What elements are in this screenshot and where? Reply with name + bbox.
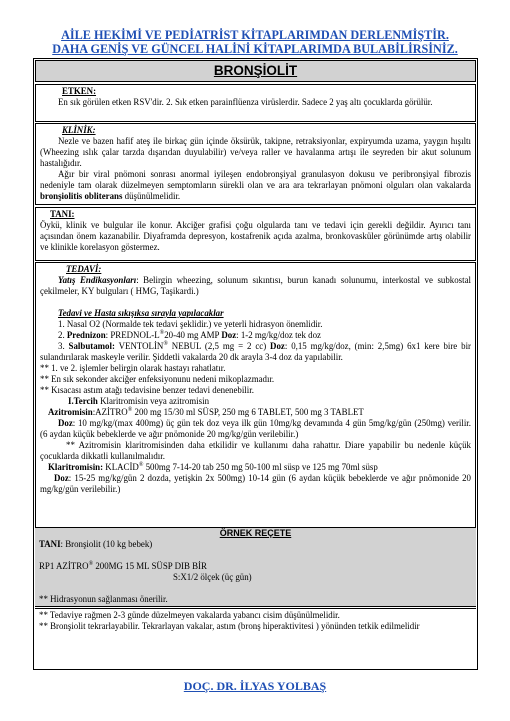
recete-note: ** Hidrasyonun sağlanması önerilir. [39,594,168,604]
tedavi-item-1: 1. Nasal O2 (Normalde tek tedavi şeklidir.) ve yeterli hidrasyon önemlidir. [58,319,323,329]
banner-line-1: AİLE HEKİMİ VE PEDİATRİST KİTAPLARIMDAN DERLENMİŞTİR. [61,28,449,42]
yatis-text: : Belirgin wheezing, solunum sıkıntısı, burun kanadı solunumu, interkostal ve subkostal çekilmeler, KY bulguları ( HMG, Taşikardi.) [40,275,471,296]
section-klinik [35,123,476,205]
klinik-p2-bold: bronşiolitis obliterans [40,191,123,201]
tedavi-item-2: 2. Prednizon: PREDNOL-L®20-40 mg AMP Doz: 1-2 mg/kg/doz tek doz [58,330,321,340]
yatis-endikasyonlari [40,275,471,297]
author-name: DOÇ. DR. İLYAS YOLBAŞ [183,679,327,693]
recete-box [35,539,476,607]
banner-line-2: DAHA GENİŞ VE GÜNCEL HALİNİ KİTAPLARIMDA BULABİLİRSİNİZ. [52,42,458,56]
klinik-paragraph-2 [40,169,471,202]
etken-heading: ETKEN: [62,86,97,96]
footer-notes [35,608,476,648]
recete-title: ÖRNEK REÇETE [35,527,476,539]
page-title: BRONŞİOLİT [35,60,476,82]
klinik-p2-text: Ağır bir viral pnömoni sonrası anormal iyileşen endobronşiyal granulasyon dokusu ve peribronşiyal fibrozis nedeniyle tam olarak düzelmeyen semptomların sürekli olan ve ara ara tekrarlayan pnömoni olguları olan vakalarda [40,169,471,190]
note-2: ** En sık sekonder akciğer enfeksiyonunu nedeni mikoplazmadır. [40,374,275,384]
klaritromisin-line: Klaritromisin: KLACİD® 500mg 7-14-20 tab 250 mg 50-100 ml süsp ve 125 mg 70ml süsp [48,462,378,472]
footer-line-1: ** Tedaviye rağmen 2-3 günde düzelmeyen vakalarda yabancı cisim düşünülmelidir. [39,610,340,620]
azitromisin-line: Azitromisin:AZİTRO® 200 mg 15/30 ml SÜSP, 250 mg 6 TABLET, 500 mg 3 TABLET [48,407,364,417]
note-4: ** Azitromisin klaritromisinden daha etkilidir ve kullanımı daha rahattır. Diare yapabilir bu nedenle küçük çocuklarda dikkatli kullanılmalıdır. [40,440,471,461]
recete-sx: S:X1/2 ölçek (üç gün) [173,572,252,582]
yatis-label: Yatış Endikasyonları [58,275,137,285]
tedavi-heading: TEDAVİ: [66,264,102,274]
recete-rp: RP1 AZİTRO® 200MG 15 ML SÜSP DIB BİR [39,561,207,571]
sira-heading: Tedavi ve Hasta sıkışıksa sırayla yapılacaklar [58,308,224,318]
tani-text: Öykü, klinik ve bulgular ile konur. Akciğer grafisi çoğu olgularda tanı ve tedavi için gerekli değildir. Ayırıcı tanı açısından önem kazanabilir. Diyaframda depresyon, kostafrenik açıda azalma, bronkovasküler görünümde artış olabilir ve klinikle korelasyon göstermez. [40,220,471,252]
recete-tani: TANI: Bronşiolit (10 kg bebek) [39,539,153,549]
klinik-heading: KLİNİK: [62,125,96,135]
tedavi-item-3: 3. Salbutamol: VENTOLİN® NEBUL (2,5 mg = 2 cc) Doz: 0,15 mg/kg/doz, (min: 2,5mg) 6x1 kere bire bir sulandırılarak maskeyle verilir. Şiddetli vakalarda 20 dk arayla 3-4 doz da yapılabilir. [40,341,471,362]
note-3: ** Kısacası astım atağı tedavisine benzer tedavi denenebilir. [40,385,254,395]
section-tedavi [35,262,476,527]
klaritromisin-doz: Doz: 15-25 mg/kg/gün 2 dozda, yetişkin 2x 500mg) 10-14 gün (6 aydan küçük bebeklerde ve ağır pnömonide 20 mg/kg/gün verilebilir.) [40,473,471,494]
klinik-p2-end: düşünülmelidir. [122,191,181,201]
azitromisin-doz: Doz: 10 mg/kg/(max 400mg) üç gün tek doz veya ilk gün 10mg/kg devamında 4 gün 5mg/kg/gün (250mg) verilir. (6 aydan küçük bebeklerde ve ağır pnömonide 20 mg/kg/gün verilebilir.) [40,418,471,439]
klinik-paragraph-1: Nezle ve bazen hafif ateş ile birkaç gün içinde öksürük, takipne, retraksiyonlar, expiryumda uzama, yaygın hışıltı (Wheezing ıslık çalar tarzda dışarıdan duyulabilir) ve/veya raller ve havalanma artışı ile seyreden bir akut solunum hastalığıdır. [40,136,471,168]
section-tani [35,207,476,261]
etken-text: En sık görülen etken RSV'dir. 2. Sık etken parainflüenza virüslerdir. Sadece 2 yaş altı çocuklarda görülür. [58,97,433,107]
tani-heading: TANI: [50,209,75,219]
tercih-line: I.Tercih Klaritromisin veya azitromisin [68,396,210,406]
section-etken [35,84,476,122]
footer-line-2: ** Bronşiolit tekrarlayabilir. Tekrarlayan vakalar, astım (bronş hiperaktivitesi ) yönünden tetkik edilmelidir [39,621,420,631]
note-1: ** 1. ve 2. işlemler belirgin olarak hastayı rahatlatır. [40,363,226,373]
